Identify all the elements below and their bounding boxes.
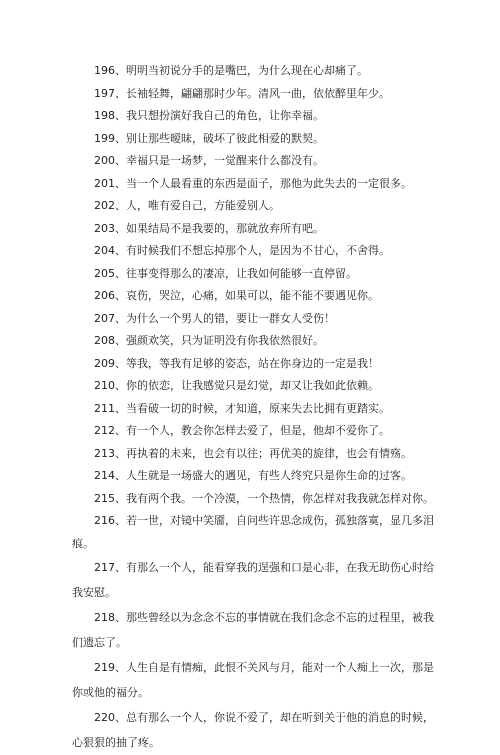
- quote-199: 199、别让那些暧昧，破坏了彼此相爱的默契。: [94, 131, 324, 145]
- quote-197: 197、长袖轻舞，翩翩那时少年。清风一曲，依依醉里年少。: [94, 86, 390, 100]
- quote-196: 196、明明当初说分手的是嘴巴，为什么现在心却痛了。: [94, 64, 368, 77]
- quote-214: 214、人生就是一场盛大的遇见，有些人终究只是你生命的过客。: [94, 469, 412, 482]
- quote-219: 219、人生自是有情痴，此恨不关风与月，能对一个人痴上一次，那是你或他的福分。: [72, 661, 434, 699]
- quote-218: 218、那些曾经以为念念不忘的事情就在我们念念不忘的过程里，被我们遗忘了。: [72, 611, 434, 649]
- quote-205: 205、往事变得那么的凄凉，让我如何能够一直停留。: [94, 266, 357, 280]
- quote-215: 215、我有两个我。一个冷漠，一个热情，你怎样对我我就怎样对你。: [94, 491, 434, 505]
- quote-211: 211、当看破一切的时候，才知道，原来失去比拥有更踏实。: [94, 401, 390, 415]
- quote-202: 202、人，唯有爱自己，方能爱别人。: [94, 199, 280, 212]
- quote-204: 204、有时候我们不想忘掉那个人，是因为不甘心，不舍得。: [94, 244, 390, 257]
- quote-208: 208、强颜欢笑，只为证明没有你我依然很好。: [94, 334, 324, 347]
- quote-213: 213、再执着的未来，也会有以往；再优美的旋律，也会有情殇。: [94, 446, 412, 460]
- quote-203: 203、如果结局不是我要的，那就放弃所有吧。: [94, 221, 324, 235]
- quote-220: 220、总有那么一个人，你说不爱了，却在听到关于他的消息的时候，心狠狠的抽了疼。: [72, 711, 434, 749]
- quote-207: 207、为什么一个男人的错，要让一群女人受伤！: [94, 311, 335, 325]
- quote-198: 198、我只想扮演好我自己的角色，让你幸福。: [94, 109, 324, 122]
- quote-217: 217、有那么一个人，能看穿我的逞强和口是心非，在我无助伤心时给我安慰。: [72, 561, 434, 599]
- quote-206: 206、哀伤，哭泣，心痛，如果可以，能不能不要遇见你。: [94, 289, 379, 302]
- quote-212: 212、有一个人，教会你怎样去爱了，但是，他却不爱你了。: [94, 424, 390, 437]
- quote-209: 209、等我，等我有足够的姿态，站在你身边的一定是我！: [94, 356, 379, 370]
- quote-216: 216、若一世，对镜中笑靥，自问些许思念成伤，孤独落寞，显几多泪痕。: [72, 514, 434, 550]
- quote-210: 210、你的依恋，让我感觉只是幻觉，却又让我如此依赖。: [94, 379, 379, 392]
- quote-200: 200、幸福只是一场梦，一觉醒来什么都没有。: [94, 154, 324, 167]
- quote-201: 201、当一个人最看重的东西是面子，那他为此失去的一定很多。: [94, 176, 412, 190]
